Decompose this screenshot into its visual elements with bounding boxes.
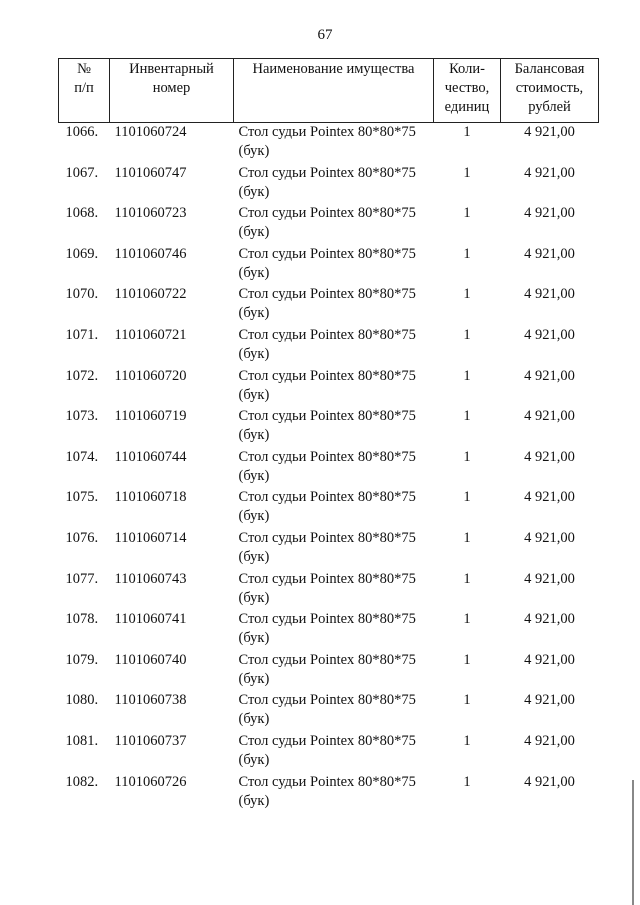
inventory-number: 1101060746 bbox=[114, 245, 187, 262]
header-number: № п/п bbox=[59, 59, 110, 123]
quantity: 1 bbox=[463, 570, 471, 587]
item-name-line: Стол судьи Pointex 80*80*75 bbox=[238, 611, 416, 628]
balance-value: 4 921,00 bbox=[524, 611, 575, 628]
quantity: 1 bbox=[463, 245, 471, 262]
inventory-number: 1101060740 bbox=[114, 651, 187, 668]
item-name-line: (бук) bbox=[238, 792, 270, 809]
item-name-line: Стол судьи Pointex 80*80*75 bbox=[238, 124, 416, 140]
balance-value: 4 921,00 bbox=[524, 773, 575, 790]
row-number: 1075. bbox=[65, 489, 99, 506]
inventory-number: 1101060741 bbox=[114, 611, 187, 628]
inventory-number: 1101060720 bbox=[114, 367, 187, 384]
item-name-line: (бук) bbox=[238, 630, 270, 647]
quantity: 1 bbox=[463, 732, 471, 749]
item-name-line: (бук) bbox=[238, 670, 270, 687]
inventory-number: 1101060722 bbox=[114, 286, 187, 303]
item-name bbox=[234, 407, 434, 448]
row-number: 1080. bbox=[65, 692, 99, 709]
item-name-line: Стол судьи Pointex 80*80*75 bbox=[238, 692, 416, 709]
row-number: 1072. bbox=[65, 367, 99, 384]
table-row bbox=[59, 691, 599, 732]
balance-value: 4 921,00 bbox=[524, 367, 575, 384]
item-name bbox=[234, 448, 434, 489]
item-name-line: (бук) bbox=[238, 224, 270, 241]
inventory-sheet bbox=[58, 58, 598, 813]
balance-value: 4 921,00 bbox=[524, 448, 575, 465]
inventory-number: 1101060738 bbox=[114, 692, 187, 709]
item-name-line: Стол судьи Pointex 80*80*75 bbox=[238, 164, 416, 181]
quantity: 1 bbox=[463, 286, 471, 303]
row-number: 1081. bbox=[65, 732, 99, 749]
row-number: 1082. bbox=[65, 773, 99, 790]
table-row bbox=[59, 326, 599, 367]
item-name-line: Стол судьи Pointex 80*80*75 bbox=[238, 570, 416, 587]
header-balance-value: Балансовая стоимость, рублей bbox=[501, 59, 599, 123]
table-row bbox=[59, 164, 599, 205]
quantity: 1 bbox=[463, 529, 471, 546]
inventory-number: 1101060723 bbox=[114, 205, 187, 222]
item-name bbox=[234, 570, 434, 611]
inventory-number: 1101060726 bbox=[114, 773, 187, 790]
inventory-number: 1101060744 bbox=[114, 448, 187, 465]
item-name-line: (бук) bbox=[238, 548, 270, 565]
table-header bbox=[59, 59, 599, 123]
table-row bbox=[59, 529, 599, 570]
item-name-line: (бук) bbox=[238, 427, 270, 444]
item-name bbox=[234, 123, 434, 164]
row-number: 1070. bbox=[65, 286, 99, 303]
table-row bbox=[59, 570, 599, 611]
row-number: 1074. bbox=[65, 448, 99, 465]
item-name-line: (бук) bbox=[238, 183, 270, 200]
quantity: 1 bbox=[463, 367, 471, 384]
item-name-line: (бук) bbox=[238, 143, 270, 159]
item-name-line: Стол судьи Pointex 80*80*75 bbox=[238, 367, 416, 384]
inventory-number: 1101060724 bbox=[114, 124, 187, 140]
item-name bbox=[234, 610, 434, 651]
quantity: 1 bbox=[463, 205, 471, 222]
item-name-line: (бук) bbox=[238, 589, 270, 606]
item-name-line: Стол судьи Pointex 80*80*75 bbox=[238, 529, 416, 546]
row-number: 1067. bbox=[65, 164, 99, 181]
balance-value: 4 921,00 bbox=[524, 164, 575, 181]
item-name-line: (бук) bbox=[238, 751, 270, 768]
item-name bbox=[234, 529, 434, 570]
balance-value: 4 921,00 bbox=[524, 651, 575, 668]
item-name bbox=[234, 326, 434, 367]
item-name bbox=[234, 488, 434, 529]
table-row bbox=[59, 407, 599, 448]
inventory-number: 1101060721 bbox=[114, 326, 187, 343]
item-name bbox=[234, 204, 434, 245]
item-name-line: (бук) bbox=[238, 345, 270, 362]
row-number: 1069. bbox=[65, 245, 99, 262]
quantity: 1 bbox=[463, 448, 471, 465]
item-name-line: (бук) bbox=[238, 264, 270, 281]
item-name-line: (бук) bbox=[238, 508, 270, 525]
header-row bbox=[59, 59, 599, 123]
balance-value: 4 921,00 bbox=[524, 489, 575, 506]
table-row bbox=[59, 367, 599, 408]
table-row bbox=[59, 204, 599, 245]
item-name-line: (бук) bbox=[238, 467, 270, 484]
balance-value: 4 921,00 bbox=[524, 570, 575, 587]
item-name-line: Стол судьи Pointex 80*80*75 bbox=[238, 408, 416, 425]
balance-value: 4 921,00 bbox=[524, 408, 575, 425]
balance-value: 4 921,00 bbox=[524, 124, 575, 140]
table-row bbox=[59, 773, 599, 814]
balance-value: 4 921,00 bbox=[524, 326, 575, 343]
quantity: 1 bbox=[463, 773, 471, 790]
inventory-number: 1101060747 bbox=[114, 164, 187, 181]
quantity: 1 bbox=[463, 164, 471, 181]
item-name bbox=[234, 773, 434, 814]
inventory-number: 1101060714 bbox=[114, 529, 187, 546]
header-quantity: Коли- чество, единиц bbox=[434, 59, 501, 123]
item-name-line: Стол судьи Pointex 80*80*75 bbox=[238, 489, 416, 506]
quantity: 1 bbox=[463, 408, 471, 425]
table-row bbox=[59, 732, 599, 773]
page-number: 67 bbox=[317, 27, 333, 43]
item-name-line: Стол судьи Pointex 80*80*75 bbox=[238, 245, 416, 262]
balance-value: 4 921,00 bbox=[524, 732, 575, 749]
quantity: 1 bbox=[463, 651, 471, 668]
table-row bbox=[59, 448, 599, 489]
page-edge-shadow bbox=[632, 780, 634, 905]
table-row bbox=[59, 488, 599, 529]
item-name-line: (бук) bbox=[238, 305, 270, 322]
row-number: 1073. bbox=[65, 408, 99, 425]
inventory-number: 1101060743 bbox=[114, 570, 187, 587]
table-row bbox=[59, 245, 599, 286]
table-row bbox=[59, 651, 599, 692]
balance-value: 4 921,00 bbox=[524, 205, 575, 222]
inventory-table bbox=[58, 58, 599, 813]
item-name-line: (бук) bbox=[238, 386, 270, 403]
table-body bbox=[59, 123, 599, 814]
quantity: 1 bbox=[463, 124, 471, 140]
quantity: 1 bbox=[463, 326, 471, 343]
item-name bbox=[234, 732, 434, 773]
header-inventory-number: Инвентарный номер bbox=[110, 59, 234, 123]
row-number: 1079. bbox=[65, 651, 99, 668]
header-item-name: Наименование имущества bbox=[234, 59, 434, 123]
item-name-line: Стол судьи Pointex 80*80*75 bbox=[238, 286, 416, 303]
item-name bbox=[234, 245, 434, 286]
inventory-number: 1101060719 bbox=[114, 408, 187, 425]
row-number: 1076. bbox=[65, 529, 99, 546]
row-number: 1066. bbox=[65, 124, 99, 140]
balance-value: 4 921,00 bbox=[524, 529, 575, 546]
inventory-number: 1101060718 bbox=[114, 489, 187, 506]
item-name bbox=[234, 691, 434, 732]
item-name bbox=[234, 367, 434, 408]
row-number: 1077. bbox=[65, 570, 99, 587]
item-name-line: Стол судьи Pointex 80*80*75 bbox=[238, 651, 416, 668]
inventory-number: 1101060737 bbox=[114, 732, 187, 749]
row-number: 1078. bbox=[65, 611, 99, 628]
item-name-line: Стол судьи Pointex 80*80*75 bbox=[238, 326, 416, 343]
quantity: 1 bbox=[463, 692, 471, 709]
quantity: 1 bbox=[463, 611, 471, 628]
item-name-line: (бук) bbox=[238, 711, 270, 728]
table-row bbox=[59, 123, 599, 164]
item-name-line: Стол судьи Pointex 80*80*75 bbox=[238, 773, 416, 790]
quantity: 1 bbox=[463, 489, 471, 506]
table-row bbox=[59, 610, 599, 651]
item-name-line: Стол судьи Pointex 80*80*75 bbox=[238, 205, 416, 222]
item-name bbox=[234, 164, 434, 205]
item-name bbox=[234, 285, 434, 326]
balance-value: 4 921,00 bbox=[524, 245, 575, 262]
item-name bbox=[234, 651, 434, 692]
row-number: 1071. bbox=[65, 326, 99, 343]
item-name-line: Стол судьи Pointex 80*80*75 bbox=[238, 448, 416, 465]
balance-value: 4 921,00 bbox=[524, 286, 575, 303]
table-row bbox=[59, 285, 599, 326]
item-name-line: Стол судьи Pointex 80*80*75 bbox=[238, 732, 416, 749]
row-number: 1068. bbox=[65, 205, 99, 222]
balance-value: 4 921,00 bbox=[524, 692, 575, 709]
